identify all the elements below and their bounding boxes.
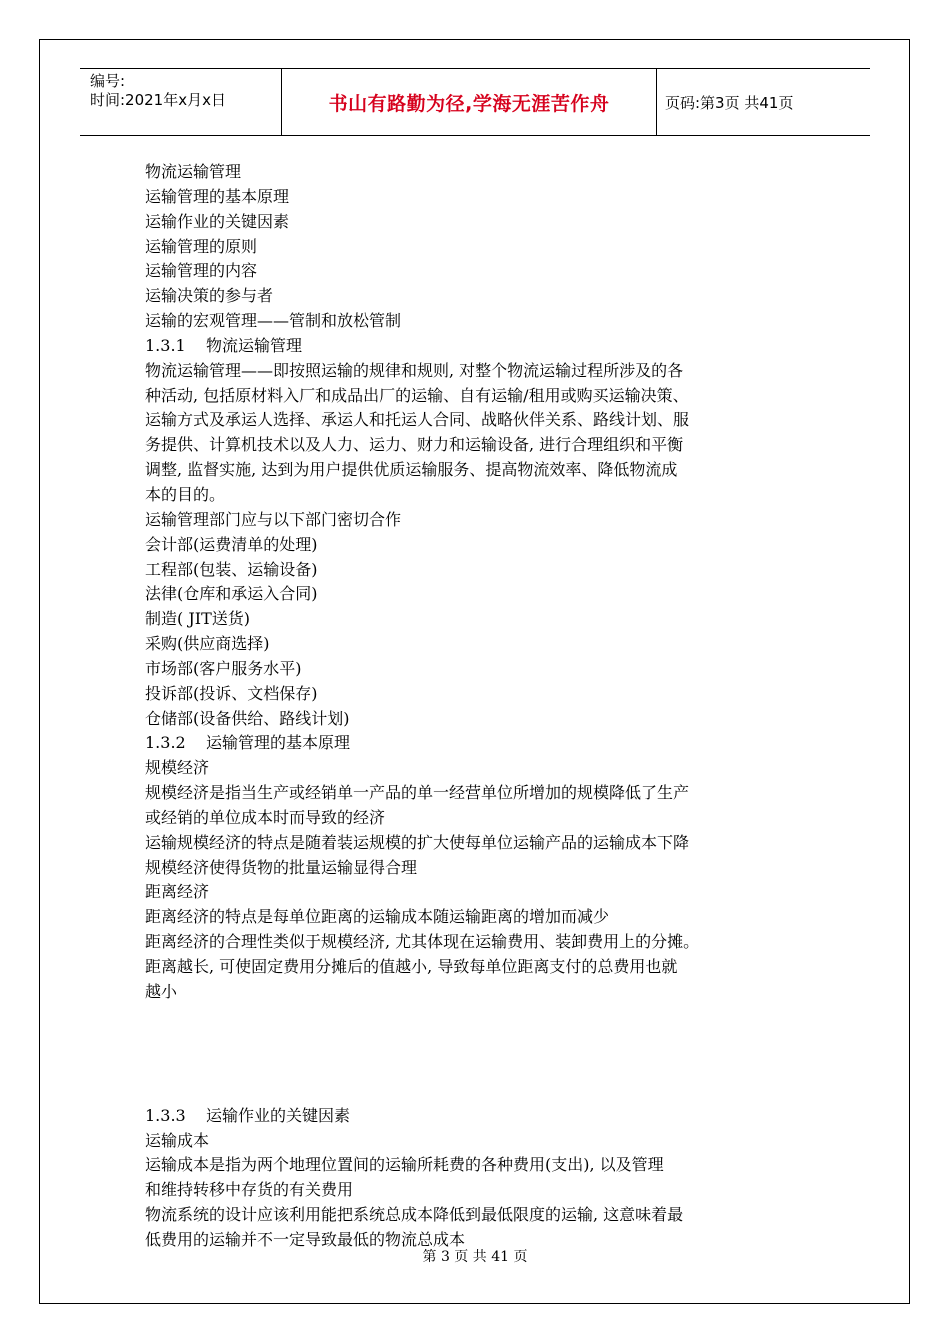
text-line: 本的目的。: [145, 484, 226, 504]
text-line: 运输作业的关键因素: [145, 211, 290, 231]
text-line: 种活动, 包括原材料入厂和成品出厂的运输、自有运输/租用或购买运输决策、: [145, 385, 689, 405]
text-line: 运输规模经济的特点是随着装运规模的扩大使每单位运输产品的运输成本下降: [145, 832, 690, 852]
text-line: 低费用的运输并不一定导致最低的物流总成本: [145, 1229, 466, 1249]
text-line: 规模经济: [145, 758, 210, 778]
header-time-label: 时间:2021年x月x日: [90, 91, 226, 109]
text-line: 市场部(客户服务水平): [145, 658, 302, 678]
text-line: 法律(仓库和承运入合同): [145, 584, 318, 604]
text-line: 运输管理的原则: [145, 236, 258, 256]
text-line: 工程部(包装、运输设备): [145, 559, 318, 579]
text-line: 运输管理的基本原理: [145, 186, 290, 206]
header-meta: [80, 69, 282, 135]
text-line: 会计部(运费清单的处理): [145, 534, 318, 554]
text-line: 运输的宏观管理——管制和放松管制: [145, 311, 402, 331]
text-line: 1.3.2 运输管理的基本原理: [145, 733, 351, 753]
text-line: 物流运输管理: [145, 162, 242, 181]
text-line: 距离经济的特点是每单位距离的运输成本随运输距离的增加而减少: [145, 907, 610, 927]
text-line: 运输管理部门应与以下部门密切合作: [145, 509, 402, 529]
header-number-label: 编号:: [90, 72, 126, 90]
text-line: 运输管理的内容: [145, 261, 258, 281]
text-line: 1.3.3 运输作业的关键因素: [145, 1105, 351, 1125]
text-line: 采购(供应商选择): [145, 634, 270, 654]
text-line: 距离越长, 可使固定费用分摊后的值越小, 导致每单位距离支付的总费用也就: [145, 957, 678, 976]
text-line: 调整, 监督实施, 达到为用户提供优质运输服务、提高物流效率、降低物流成: [145, 460, 678, 480]
text-line: 仓储部(设备供给、路线计划): [145, 708, 350, 728]
text-line: 运输决策的参与者: [145, 286, 274, 306]
body-blank-gap: [145, 1005, 815, 1104]
text-line: 和维持转移中存货的有关费用: [145, 1180, 354, 1200]
page-footer: 第 3 页 共 41 页: [422, 1249, 528, 1265]
text-line: 距离经济: [145, 882, 210, 902]
text-line: 越小: [145, 981, 178, 1001]
header-motto: 书山有路勤为径,学海无涯苦作舟: [328, 92, 610, 115]
text-line: 运输成本: [145, 1130, 210, 1150]
header-page-info-cell: [657, 69, 870, 135]
text-line: 规模经济是指当生产或经销单一产品的单一经营单位所增加的规模降低了生产: [145, 783, 690, 803]
header-page-info: 页码:第3页 共41页: [665, 93, 794, 112]
text-line: 务提供、计算机技术以及人力、运力、财力和运输设备, 进行合理组织和平衡: [145, 435, 684, 455]
text-line: 制造( JIT送货): [145, 609, 250, 629]
header-motto-cell: [282, 69, 657, 135]
text-line: 或经销的单位成本时而导致的经济: [145, 807, 386, 827]
body-section-a: [145, 160, 815, 1005]
text-line: 1.3.1 物流运输管理: [145, 335, 303, 355]
text-line: 规模经济使得货物的批量运输显得合理: [145, 857, 418, 877]
text-line: 物流系统的设计应该利用能把系统总成本降低到最低限度的运输, 这意味着最: [145, 1205, 684, 1225]
text-line: 运输方式及承运人选择、承运人和托运人合同、战略伙伴关系、路线计划、服: [145, 410, 690, 430]
document-body: [145, 160, 815, 1253]
text-line: 运输成本是指为两个地理位置间的运输所耗费的各种费用(支出), 以及管理: [145, 1155, 664, 1175]
body-section-b: [145, 1104, 815, 1253]
page-header: [80, 68, 870, 136]
text-line: 距离经济的合理性类似于规模经济, 尤其体现在运输费用、装卸费用上的分摊。: [145, 932, 700, 952]
text-line: 投诉部(投诉、文档保存): [145, 683, 318, 703]
text-line: 物流运输管理——即按照运输的规律和规则, 对整个物流运输过程所涉及的各: [145, 360, 684, 380]
